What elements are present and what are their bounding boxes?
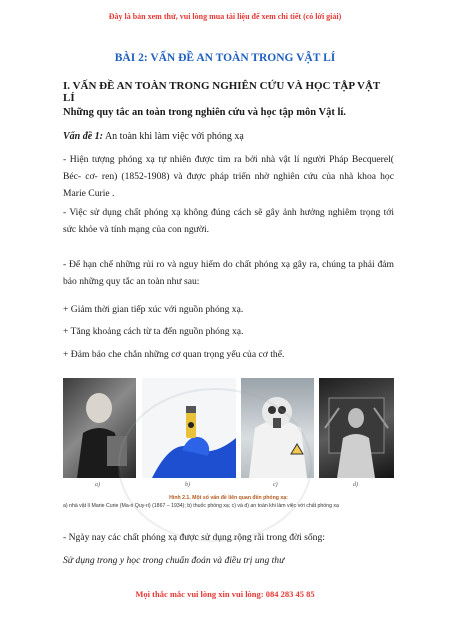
issue-line	[63, 131, 393, 142]
label-a: a)	[95, 482, 100, 488]
figure-radiation	[63, 378, 394, 514]
issue-label: Vấn đề 1:	[63, 131, 103, 142]
caption-text: a) nhà vật lí Marie Curie (Ma-ri Quy-ri) (1867 – 1934); b) thuốc phóng xạ; c) và d) an toàn khi làm việc với chất phóng xạ	[63, 503, 339, 509]
subheading: Những quy tắc an toàn trong nghiên cứu và học tập môn Vật lí.	[63, 107, 346, 118]
photo-protective-suit	[241, 378, 314, 478]
figure-caption	[63, 494, 394, 510]
preview-notice: Đây là bản xem thử, vui lòng mua tài liệu để xem chi tiết (có lời giải)	[108, 12, 342, 21]
paragraph-applications: - Ngày nay các chất phóng xạ được sử dụng rộng rãi trong đời sống:	[63, 532, 325, 543]
paragraph-rules-intro: - Để hạn chế những rủi ro và nguy hiểm do chất phóng xạ gây ra, chúng ta phải đảm bảo những quy tắc an toàn như sau:	[63, 259, 394, 287]
label-b: b)	[185, 482, 190, 488]
section-heading: I. VẤN ĐỀ AN TOÀN TRONG NGHIÊN CỨU VÀ HỌC TẬP VẬT LÍ	[63, 80, 381, 104]
bullet-increase-distance: + Tăng khoảng cách từ ta đến nguồn phóng xạ.	[63, 326, 244, 337]
photo-remote-handling	[319, 378, 394, 478]
caption-title: Hình 2.1. Một số vấn đề liên quan đến phóng xạ:	[169, 495, 288, 501]
paragraph-discovery: - Hiện tượng phóng xạ tự nhiên được tìm ra bởi nhà vật lí người Pháp Becquerel( Béc- cơ- ren) (1852-1908) và được pháp triển nhờ nghiên cứu của nhà khoa học Marie Curie .	[63, 154, 394, 199]
bullet-reduce-time: + Giảm thời gian tiếp xúc với nguồn phóng xạ.	[63, 304, 244, 315]
lesson-title: BÀI 2: VẤN ĐỀ AN TOÀN TRONG VẬT LÍ	[114, 52, 336, 64]
photo-marie-curie	[63, 378, 136, 478]
paragraph-medical-use: Sử dụng trong y học trong chuẩn đoán và điều trị ung thư	[63, 555, 285, 566]
issue-text: An toàn khi làm việc với phóng xạ	[103, 131, 244, 142]
photo-radioactive-drug	[142, 378, 236, 478]
label-c: c)	[273, 482, 278, 488]
label-d: d)	[353, 482, 358, 488]
paragraph-danger: - Việc sử dụng chất phóng xạ không đúng cách sẽ gây ảnh hưởng nghiêm trọng tới sức khỏe và tính mạng của con người.	[63, 207, 394, 235]
bullet-shielding: + Đảm bảo che chắn những cơ quan trọng yếu của cơ thể.	[63, 349, 285, 360]
contact-notice: Mọi thắc mắc vui lòng xin vui lòng: 084 283 45 85	[135, 589, 315, 599]
